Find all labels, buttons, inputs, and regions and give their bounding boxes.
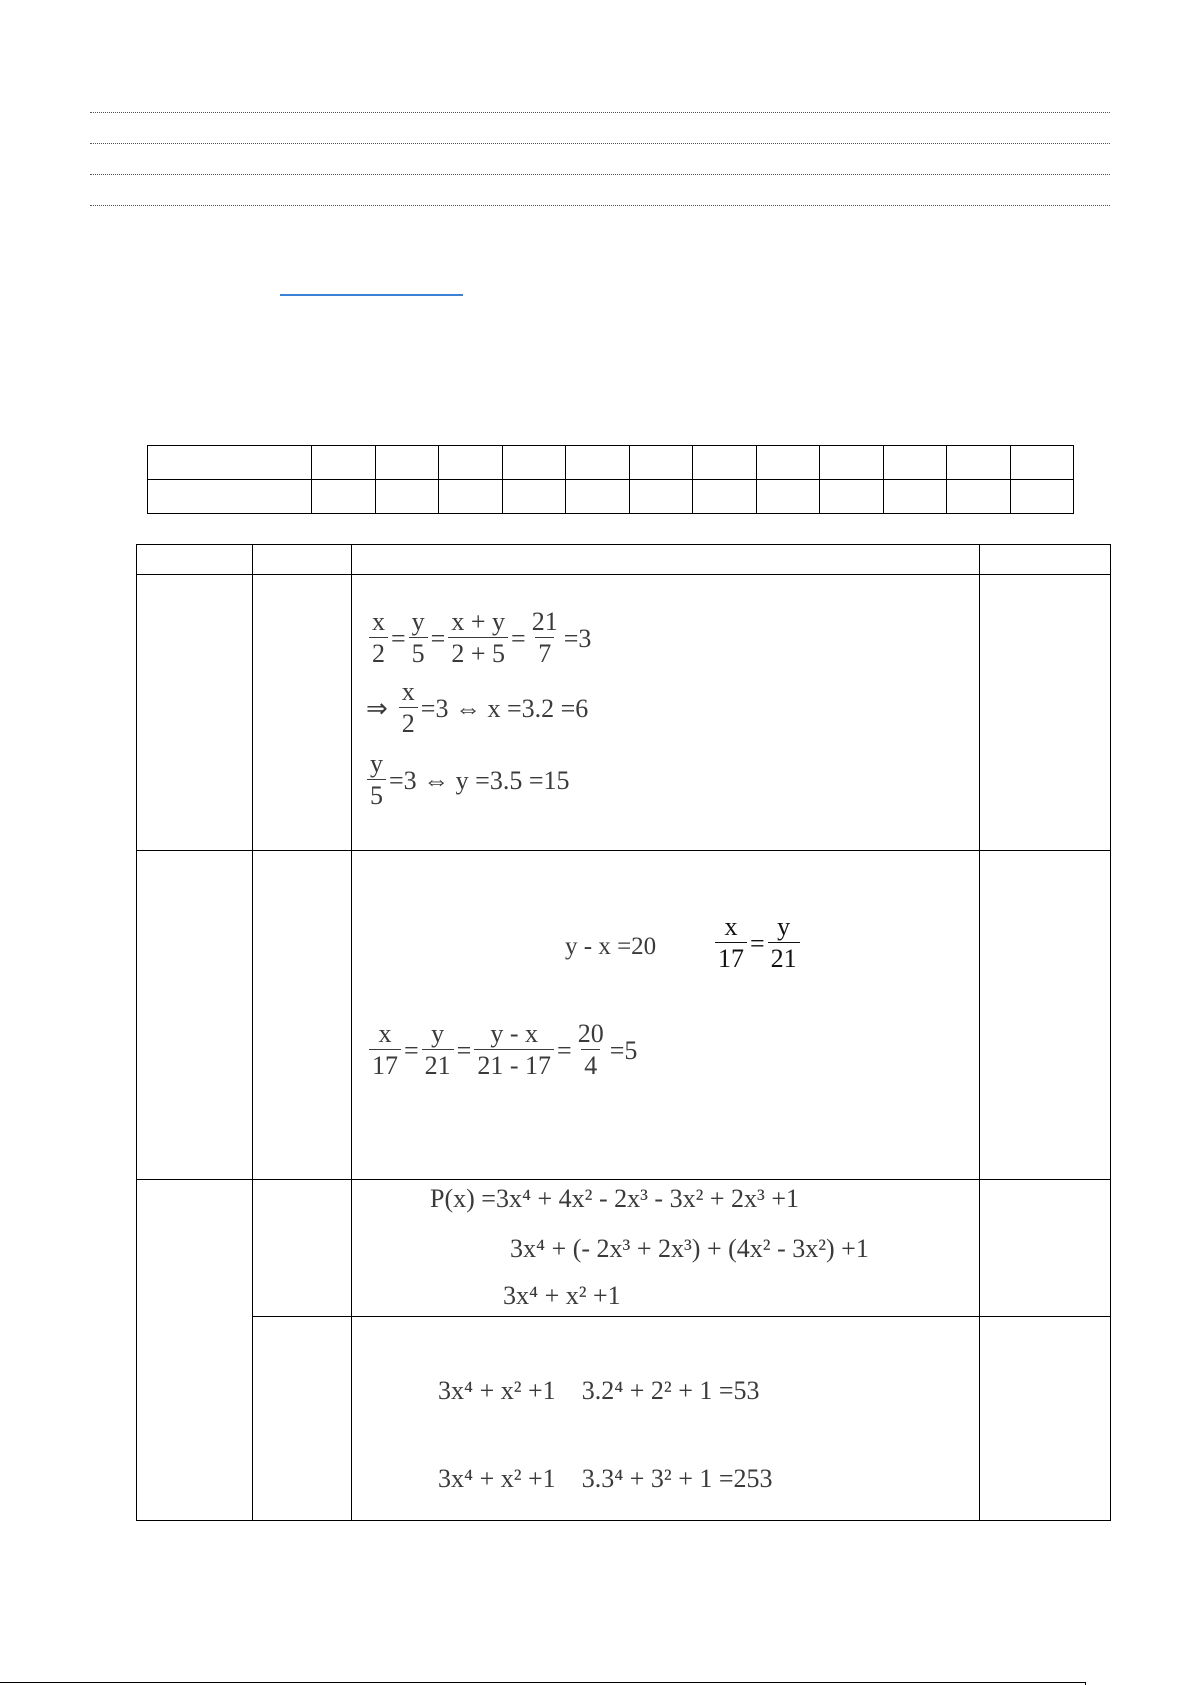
question-cell (137, 575, 253, 851)
score-cell (980, 1180, 1111, 1317)
fraction: $\frac{y}{21}$ (768, 912, 800, 975)
score-cell (980, 1317, 1111, 1521)
grid-cell (1011, 446, 1074, 480)
solution-header-row (137, 545, 1111, 575)
grid-cell (376, 446, 439, 480)
score-cell (980, 851, 1111, 1180)
grid-cell (1011, 480, 1074, 514)
fraction: $\frac{y}{5}$ (367, 749, 386, 812)
given-ratio: $\frac{x}{17}$ = $\frac{y}{21}$ (712, 912, 803, 975)
solution-row-2 (137, 851, 1111, 1180)
link-underline[interactable] (280, 294, 463, 296)
part-cell (253, 575, 352, 851)
fraction: $\frac{y}{21}$ (422, 1019, 454, 1082)
part-cell (253, 1317, 352, 1521)
fraction: $\frac{y - x}{21 - 17}$ (474, 1019, 554, 1082)
grid-cell (148, 446, 312, 480)
fraction: $\frac{21}{7}$ (531, 607, 558, 668)
question-cell (137, 851, 253, 1180)
grid-cell (693, 446, 757, 480)
solution-cell (352, 851, 980, 1180)
fraction: $\frac{x}{2}$ (399, 677, 418, 740)
polynomial-line: 3x⁴ + (- 2x³ + 2x³) + (4x² - 3x²) +1 (510, 1234, 869, 1263)
grid-cell (566, 446, 630, 480)
score-cell (980, 575, 1111, 851)
grid-cell (757, 480, 820, 514)
solution-cell (352, 1317, 980, 1521)
fraction: $\frac{x}{17}$ (369, 1019, 401, 1082)
dotted-line-4 (90, 205, 1110, 206)
dotted-line-2 (90, 143, 1110, 144)
grid-cell (439, 446, 503, 480)
question-cell (137, 1180, 253, 1521)
header-cell (253, 545, 352, 575)
grid-cell (312, 446, 376, 480)
dotted-line-1 (90, 112, 1110, 113)
fraction: $\frac{x}{2}$ (369, 607, 388, 670)
grid-cell (148, 480, 312, 514)
polynomial-line: P(x) =3x⁴ + 4x² - 2x³ - 3x² + 2x³ +1 (430, 1184, 799, 1213)
answer-grid-row-1 (148, 446, 1074, 480)
evaluation-line: 3x⁴ + x² +1 3.3⁴ + 3² + 1 =253 (438, 1464, 773, 1493)
equation-line: $\frac{y}{5}$ =3 ⇔ y =3.5 =15 (364, 749, 570, 812)
fraction: $\frac{x + y}{2 + 5}$ (448, 607, 508, 670)
equation-line: $\frac{x}{17}$ = $\frac{y}{21}$ = $\frac{y - x}{21 - 17}$ = $\frac{20}{4}$ =5 (366, 1019, 637, 1082)
grid-cell (820, 446, 884, 480)
fraction: $\frac{20}{4}$ (577, 1019, 604, 1080)
grid-cell (312, 480, 376, 514)
solution-row-1 (137, 575, 1111, 851)
grid-cell (757, 446, 820, 480)
grid-cell (439, 480, 503, 514)
grid-cell (947, 446, 1011, 480)
equation-line: $\frac{x}{2}$ = $\frac{y}{5}$ = $\frac{x + y}{2 + 5}$ = $\frac{21}{7}$ =3 (366, 607, 591, 670)
solution-table (136, 544, 1111, 1521)
polynomial-line: 3x⁴ + x² +1 (503, 1281, 621, 1310)
solution-cell (352, 1180, 980, 1317)
solution-cell (352, 575, 980, 851)
grid-cell (947, 480, 1011, 514)
grid-cell (503, 446, 566, 480)
grid-cell (503, 480, 566, 514)
grid-cell (630, 446, 693, 480)
part-cell (253, 851, 352, 1180)
given-equation: y - x =20 (565, 933, 657, 960)
footer-rule (0, 1682, 1085, 1683)
header-cell (980, 545, 1111, 575)
dotted-line-3 (90, 174, 1110, 175)
grid-cell (376, 480, 439, 514)
grid-cell (884, 446, 947, 480)
grid-cell (566, 480, 630, 514)
answer-grid-table (147, 445, 1074, 514)
fraction: $\frac{y}{5}$ (409, 607, 428, 670)
fraction: $\frac{x}{17}$ (715, 912, 747, 975)
header-cell (137, 545, 253, 575)
grid-cell (884, 480, 947, 514)
equation-line: ⇒ $\frac{x}{2}$ =3 ⇔ x =3.2 =6 (366, 677, 589, 738)
answer-grid-row-2 (148, 480, 1074, 514)
grid-cell (820, 480, 884, 514)
evaluation-line: 3x⁴ + x² +1 3.2⁴ + 2² + 1 =53 (438, 1376, 760, 1405)
solution-row-3a (137, 1180, 1111, 1317)
grid-cell (630, 480, 693, 514)
grid-cell (693, 480, 757, 514)
solution-row-3b (137, 1317, 1111, 1521)
part-cell (253, 1180, 352, 1317)
header-cell (352, 545, 980, 575)
